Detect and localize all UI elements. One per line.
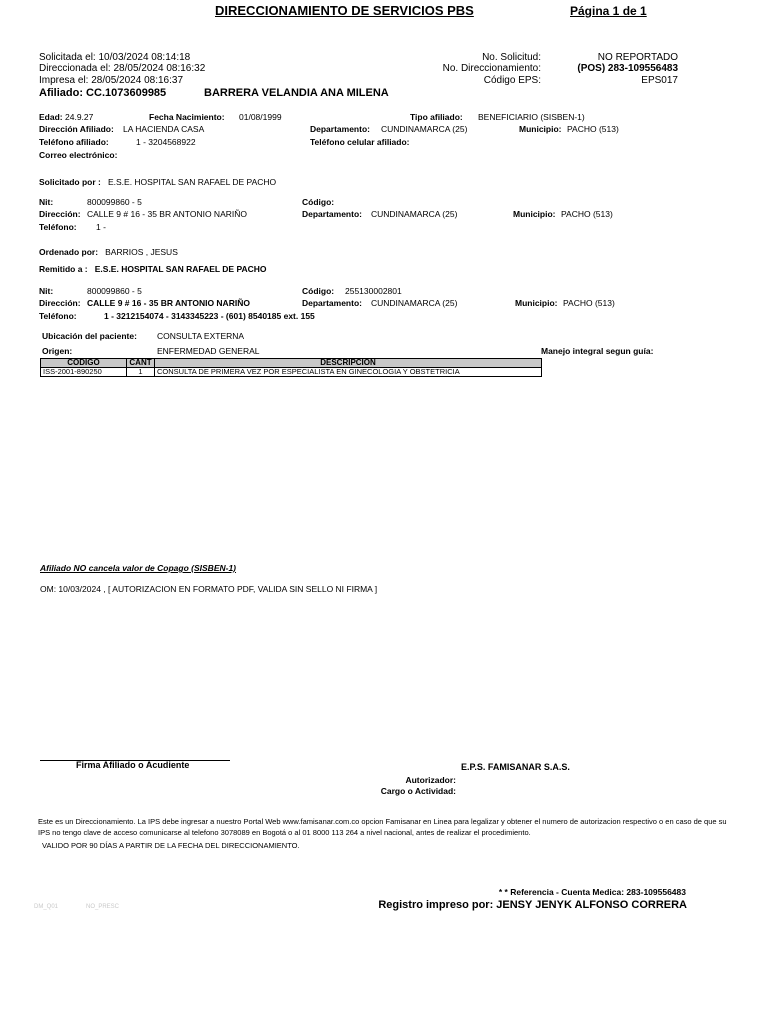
solicitado-direccion-label: Dirección: — [39, 209, 81, 219]
remitido-direccion-value: CALLE 9 # 16 - 35 BR ANTONIO NARIÑO — [87, 298, 250, 308]
origen-label: Origen: — [42, 346, 73, 356]
solicitado-telefono-value: 1 - — [96, 222, 106, 232]
solicitado-departamento-label: Departamento: — [302, 209, 362, 219]
telefono-afiliado-label: Teléfono afiliado: — [39, 137, 109, 147]
document-title: DIRECCIONAMIENTO DE SERVICIOS PBS — [215, 3, 474, 18]
tipo-afiliado-label: Tipo afiliado: — [410, 112, 463, 122]
direccionada-row: Direccionada el: 28/05/2024 08:16:32 — [39, 63, 206, 74]
no-direccionamiento-label: No. Direccionamiento: — [442, 63, 541, 74]
solicitado-municipio-label: Municipio: — [513, 209, 556, 219]
remitido-direccion-label: Dirección: — [39, 298, 81, 308]
no-solicitud-label: No. Solicitud: — [482, 52, 541, 63]
ubicacion-label: Ubicación del paciente: — [42, 331, 137, 341]
autorizador-label: Autorizador: — [405, 775, 456, 785]
cell-cant: 1 — [127, 368, 155, 377]
validez-notice: VALIDO POR 90 DÍAS A PARTIR DE LA FECHA DEL DIRECCIONAMIENTO. — [42, 841, 300, 850]
solicitado-por: Solicitado por : E.S.E. HOSPITAL SAN RAFAEL DE PACHO — [39, 177, 277, 187]
direccion-afiliado-value: LA HACIENDA CASA — [123, 124, 205, 134]
manejo-integral-label: Manejo integral segun guía: — [541, 346, 654, 356]
fecha-nac-label: Fecha Nacimiento: — [149, 112, 225, 122]
remitido-departamento-label: Departamento: — [302, 298, 362, 308]
remitido-telefono-value: 1 - 3212154074 - 3143345223 - (601) 8540185 ext. 155 — [104, 311, 315, 321]
solicitado-nit-label: Nit: — [39, 197, 54, 207]
fecha-nac-value: 01/08/1999 — [239, 112, 282, 122]
remitido-telefono-label: Teléfono: — [39, 311, 77, 321]
telefono-celular-label: Teléfono celular afiliado: — [310, 137, 410, 147]
municipio-afiliado-label: Municipio: — [519, 124, 562, 134]
correo-label: Correo electrónico: — [39, 150, 118, 160]
direccion-afiliado-label: Dirección Afiliado: — [39, 124, 114, 134]
cargo-label: Cargo o Actividad: — [380, 786, 456, 796]
solicitado-municipio-value: PACHO (513) — [561, 209, 613, 219]
solicitado-nit-value: 800099860 - 5 — [87, 197, 142, 207]
remitido-nit-value: 800099860 - 5 — [87, 286, 142, 296]
solicitado-telefono-label: Teléfono: — [39, 222, 77, 232]
remitido-a: Remitido a : E.S.E. HOSPITAL SAN RAFAEL DE PACHO — [39, 264, 267, 274]
afiliado-nombre: BARRERA VELANDIA ANA MILENA — [204, 87, 389, 99]
copago-note: Afiliado NO cancela valor de Copago (SISBEN-1) — [40, 563, 237, 573]
legal-notice: Este es un Direccionamiento. La IPS debe ingresar a nuestro Portal Web www.famisanar.com.co opcion Famisanar en Linea para legalizar y obtener el numero de autorizacion respectivo o en caso de que su IPS no tengo clave de acceso comunicarse al telefono 3078089 en Bogotá o al 01 8000 113 264 a nivel nacional, antes de realizar el procedimiento. — [38, 817, 727, 837]
solicitado-codigo-label: Código: — [302, 197, 335, 207]
remitido-departamento-value: CUNDINAMARCA (25) — [371, 298, 458, 308]
cell-descripcion: CONSULTA DE PRIMERA VEZ POR ESPECIALISTA EN GINECOLOGIA Y OBSTETRICIA — [155, 368, 542, 377]
afiliado-id: Afiliado: CC.1073609985 — [39, 87, 167, 99]
table-row — [41, 368, 542, 377]
firma-afiliado-label: Firma Afiliado o Acudiente — [76, 760, 190, 770]
impresa-row: Impresa el: 28/05/2024 08:16:37 — [39, 75, 184, 86]
referencia-cuenta: * * Referencia - Cuenta Medica: 283-109556483 — [498, 887, 686, 897]
om-note: OM: 10/03/2024 , [ AUTORIZACION EN FORMATO PDF, VALIDA SIN SELLO NI FIRMA ] — [40, 584, 378, 594]
no-solicitud-value: NO REPORTADO — [597, 52, 678, 63]
remitido-nit-label: Nit: — [39, 286, 54, 296]
remitido-codigo-label: Código: — [302, 286, 335, 296]
edad: Edad: 24.9.27 — [39, 112, 94, 122]
header-descripcion: DESCRIPCION — [155, 359, 542, 368]
form-code: DM_Q01 — [34, 904, 59, 910]
departamento-afiliado-label: Departamento: — [310, 124, 370, 134]
solicitada-row: Solicitada el: 10/03/2024 08:14:18 — [39, 52, 191, 63]
eps-name: E.P.S. FAMISANAR S.A.S. — [461, 762, 570, 772]
cell-codigo: ISS-2001-890250 — [41, 368, 127, 377]
origen-value: ENFERMEDAD GENERAL — [157, 346, 260, 356]
page-number: Página 1 de 1 — [570, 4, 647, 18]
ubicacion-value: CONSULTA EXTERNA — [157, 331, 245, 341]
municipio-afiliado-value: PACHO (513) — [567, 124, 619, 134]
services-table — [40, 358, 542, 377]
ordenado-por: Ordenado por: BARRIOS , JESUS — [39, 247, 178, 257]
remitido-municipio-label: Municipio: — [515, 298, 558, 308]
header-cant: CANT — [127, 359, 155, 368]
header-codigo: CODIGO — [41, 359, 127, 368]
codigo-eps-label: Código EPS: — [483, 75, 541, 86]
telefono-afiliado-value: 1 - 3204568922 — [136, 137, 196, 147]
departamento-afiliado-value: CUNDINAMARCA (25) — [381, 124, 468, 134]
presc-code: NO_PRESC — [86, 904, 120, 910]
tipo-afiliado-value: BENEFICIARIO (SISBEN-1) — [478, 112, 585, 122]
codigo-eps-value: EPS017 — [641, 75, 678, 86]
registro-impreso: Registro impreso por: JENSY JENYK ALFONSO CORRERA — [378, 899, 687, 911]
no-direccionamiento-value: (POS) 283-109556483 — [577, 63, 678, 74]
remitido-codigo-value: 255130002801 — [345, 286, 402, 296]
solicitado-direccion-value: CALLE 9 # 16 - 35 BR ANTONIO NARIÑO — [87, 209, 247, 219]
remitido-municipio-value: PACHO (513) — [563, 298, 615, 308]
solicitado-departamento-value: CUNDINAMARCA (25) — [371, 209, 458, 219]
